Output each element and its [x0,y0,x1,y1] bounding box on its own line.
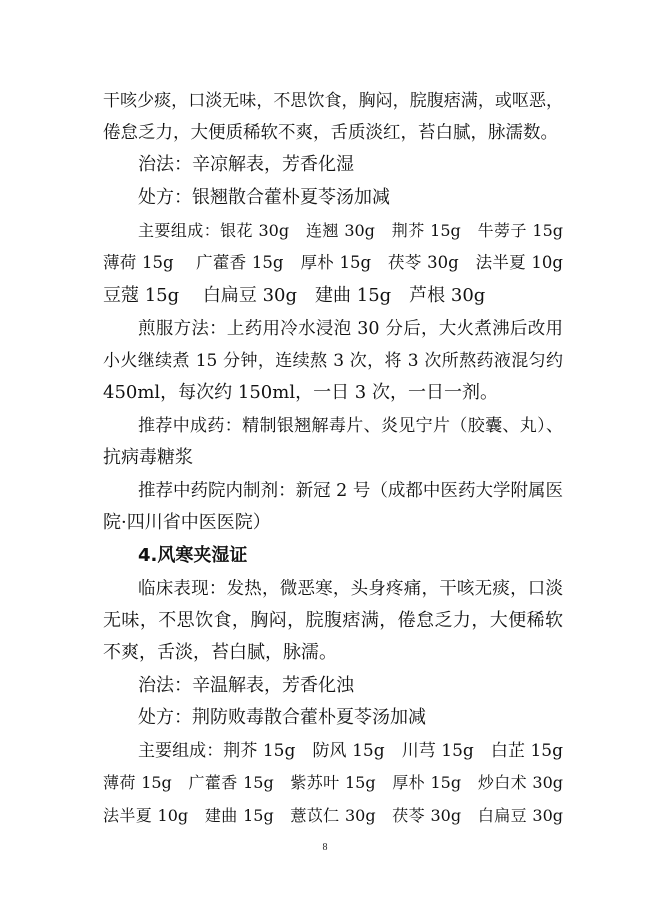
page-number: 8 [322,842,328,853]
treatment-principle: 治法：辛凉解表，芳香化湿 [138,154,354,175]
ingredients-line: 薄荷 15g 广藿香 15g 紫苏叶 15g 厚朴 15g 炒白术 30g [103,773,563,792]
decoction-method: 450ml，每次约 150ml，一日 3 次，一日一剂。 [103,382,498,403]
ingredients-line: 法半夏 10g 建曲 15g 薏苡仁 30g 茯苓 30g 白扁豆 30g [103,806,563,825]
recommended-patent-medicine: 推荐中成药：精制银翘解毒片、炎见宁片（胶囊、丸）、 [138,416,563,436]
clinical-manifestation: 无味，不思饮食，胸闷，脘腹痞满，倦怠乏力，大便稀软 [103,610,563,631]
hospital-preparation: 院·四川省中医医院） [103,512,271,533]
clinical-manifestation: 不爽，舌淡，苔白腻，脉濡。 [103,642,337,663]
prescription: 处方：银翘散合藿朴夏苓汤加减 [138,187,390,208]
prescription: 处方：荆防败毒散合藿朴夏苓汤加减 [138,707,426,728]
ingredients-line: 薄荷 15g 广藿香 15g 厚朴 15g 茯苓 30g 法半夏 10g [103,253,563,272]
decoction-method: 小火继续煮 15 分钟，连续熬 3 次，将 3 次所熬药液混匀约 [103,351,563,371]
clinical-manifestation: 临床表现：发热，微恶寒，头身疼痛，干咳无痰，口淡 [138,579,563,599]
recommended-patent-medicine: 抗病毒糖浆 [103,447,193,468]
ingredients-line: 豆蔻 15g 白扁豆 30g 建曲 15g 芦根 30g [103,285,486,306]
hospital-preparation: 推荐中药院内制剂：新冠 2 号（成都中医药大学附属医 [138,481,563,501]
decoction-method: 煎服方法：上药用冷水浸泡 30 分后，大火煮沸后改用 [138,319,563,339]
treatment-principle: 治法：辛温解表，芳香化浊 [138,675,354,696]
ingredients-line: 主要组成：银花 30g 连翘 30g 荆芥 15g 牛蒡子 15g [138,221,563,240]
section-heading: 4.风寒夹湿证 [138,545,248,566]
ingredients-line: 主要组成：荆芥 15g 防风 15g 川芎 15g 白芷 15g [138,741,563,761]
text-line: 干咳少痰，口淡无味，不思饮食，胸闷，脘腹痞满，或呕恶， [103,91,563,111]
text-line: 倦怠乏力，大便质稀软不爽，舌质淡红，苔白腻，脉濡数。 [103,123,558,143]
